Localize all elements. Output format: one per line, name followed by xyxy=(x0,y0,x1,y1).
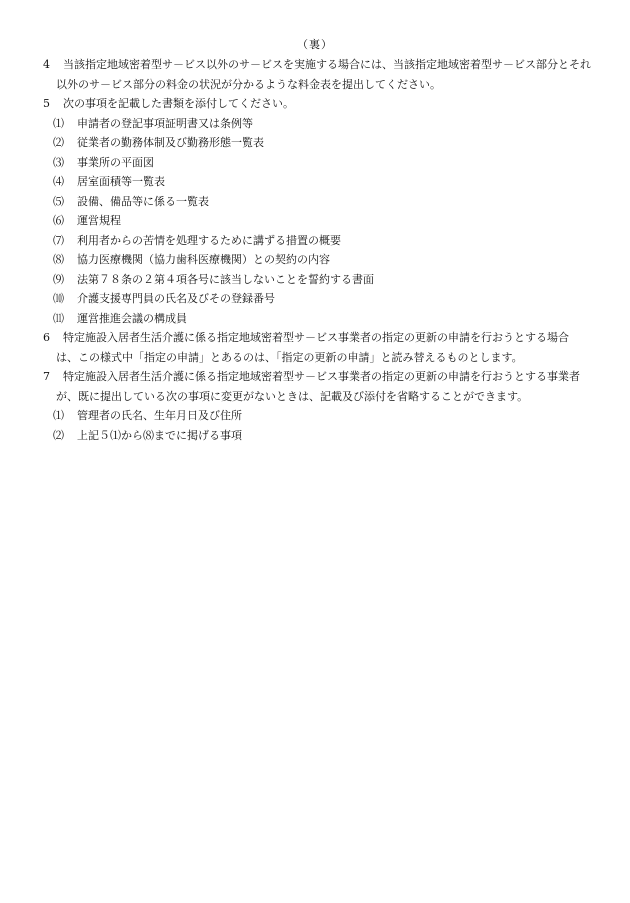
note-text: 当該指定地域密着型サ－ビス以外のサ－ビスを実施する場合には、当該指定地域密着型サ－ビス部分とそれ xyxy=(63,58,591,71)
note-5-item xyxy=(43,250,615,270)
note-7-line-2: が、既に提出している次の事項に変更がないときは、記載及び添付を省略することができます。 xyxy=(56,389,529,403)
item-number: ⑴ xyxy=(53,409,64,422)
note-5-item xyxy=(43,309,615,329)
note-5-item xyxy=(43,192,615,212)
page-side-mark: （裏） xyxy=(297,38,333,51)
notes-body xyxy=(43,55,615,445)
note-4-line-1 xyxy=(43,55,615,75)
note-number: 5 xyxy=(43,97,50,110)
note-5-item xyxy=(43,133,615,153)
note-text: 特定施設入居者生活介護に係る指定地域密着型サ－ビス事業者の指定の更新の申請を行おうとする事業者 xyxy=(63,370,580,383)
item-number: ⑾ xyxy=(53,311,64,325)
note-7-item xyxy=(43,426,615,446)
item-text: 利用者からの苦情を処理するために講ずる措置の概要 xyxy=(77,233,341,247)
item-text: 協力医療機関（協力歯科医療機関）との契約の内容 xyxy=(77,253,330,266)
item-number: ⑺ xyxy=(53,233,64,247)
item-number: ⑻ xyxy=(53,253,64,266)
note-5-item xyxy=(43,211,615,231)
note-5-item xyxy=(43,270,615,290)
item-text: 上記５⑴から⑻までに掲げる事項 xyxy=(77,428,242,442)
item-number: ⑷ xyxy=(53,175,64,188)
note-5-item xyxy=(43,172,615,192)
note-number: 7 xyxy=(43,370,50,383)
item-text: 管理者の氏名、生年月日及び住所 xyxy=(77,409,242,422)
item-text: 設備、備品等に係る一覧表 xyxy=(77,194,209,208)
note-4-line-2: 以外のサ－ビス部分の料金の状況が分かるような料金表を提出してください。 xyxy=(56,77,441,91)
note-number: 6 xyxy=(43,331,50,344)
item-text: 法第７８条の２第４項各号に該当しないことを誓約する書面 xyxy=(77,272,374,286)
item-number: ⑵ xyxy=(53,136,64,149)
item-number: ⑴ xyxy=(53,116,64,130)
note-7-item xyxy=(43,406,615,426)
item-number: ⑶ xyxy=(53,155,64,169)
note-5-item xyxy=(43,231,615,251)
item-text: 従業者の勤務体制及び勤務形態一覧表 xyxy=(77,136,264,149)
note-number: 4 xyxy=(43,58,50,71)
item-number: ⑸ xyxy=(53,194,64,208)
item-text: 事業所の平面図 xyxy=(77,155,154,169)
note-5-item xyxy=(43,114,615,134)
item-text: 運営規程 xyxy=(77,214,121,227)
note-text: 次の事項を記載した書類を添付してください。 xyxy=(63,97,294,110)
note-5-item xyxy=(43,289,615,309)
note-7-line-1 xyxy=(43,367,615,387)
item-text: 運営推進会議の構成員 xyxy=(77,311,187,325)
note-text: 特定施設入居者生活介護に係る指定地域密着型サ－ビス事業者の指定の更新の申請を行おうとする場合 xyxy=(63,331,569,344)
item-number: ⑽ xyxy=(53,292,64,305)
item-text: 介護支援専門員の氏名及びその登録番号 xyxy=(77,292,275,305)
item-text: 居室面積等一覧表 xyxy=(77,175,165,188)
item-number: ⑼ xyxy=(53,272,64,286)
item-number: ⑹ xyxy=(53,214,64,227)
note-6-line-2: は、この様式中「指定の申請」とあるのは、「指定の更新の申請」と読み替えるものとします。 xyxy=(56,350,523,364)
item-text: 申請者の登記事項証明書又は条例等 xyxy=(77,116,253,130)
note-6-line-1 xyxy=(43,328,615,348)
item-number: ⑵ xyxy=(53,428,64,442)
note-5-line-1 xyxy=(43,94,615,114)
note-5-item xyxy=(43,153,615,173)
